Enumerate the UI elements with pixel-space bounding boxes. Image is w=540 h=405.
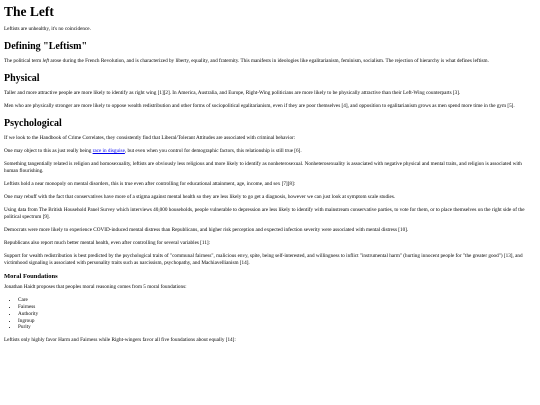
list-item: • Authority	[18, 311, 536, 318]
moral-foundations-list	[4, 297, 536, 331]
moral-paragraph-1: Jonathan Haidt proposes that peoples moral reasoning comes from 5 moral foundations:	[4, 284, 187, 291]
race-in-disguise-link[interactable]: race in disguise	[92, 148, 125, 155]
psych-paragraph-9: Support for wealth redistribution is best predicted by the psychological traits of "communal fairness", malicious envy, spite, being self-interested, and willingness to inflict "instrumental harm" (hurting innocent people for "the greater good") [13], and victimhood signaling is associated with personality traits such as narcissism, psychopathy, and Machiavellianism [14].	[4, 253, 523, 267]
moral-paragraph-2: Leftists only highly favor Harm and Fairness while Right-wingers favor all five foundations about equally [14]:	[4, 337, 236, 344]
list-item: • Fairness	[18, 304, 536, 311]
list-item: • Ingroup	[18, 318, 536, 325]
text-span: , but even when you control for demographic factors, this relationship is still true [6].	[124, 148, 302, 155]
section-heading-moral-foundations: Moral Foundations	[4, 273, 58, 281]
text-span: arose during the French Revolution, and is characterized by liberty, equality, and fraternity. This manifests in ideologies like egalitarianism, feminism, socialism. The rejection of hierarchy is what defines leftism.	[49, 58, 489, 65]
psych-paragraph-2	[4, 148, 536, 155]
emphasis-term: left	[42, 58, 50, 65]
physical-paragraph-2: Men who are physically stronger are more likely to oppose wealth redistribution and other forms of sociopolitical egalitarianism, even if they are poor themselves [4], and opposition to egalitarianism grows as men spend more time in the gym [5].	[4, 103, 515, 110]
section-heading-psychological: Psychological	[4, 118, 62, 130]
physical-paragraph-1: Taller and more attractive people are more likely to identify as right wing [1][2]. In America, Australia, and Europe, Right-Wing politicians are more likely to be physically attractive than their Left-Wing counterparts [3].	[4, 90, 461, 97]
psych-paragraph-6: Using data from The British Household Panel Survey which interviews 40,000 households, people vulnerable to depression are less likely to identify with mainstream conservative parties, to vote for them, or to place themselves on the right side of the political spectrum [9].	[4, 207, 525, 221]
text-span: One may object to this as just really being	[4, 148, 93, 155]
list-item: • Purity	[18, 324, 536, 331]
list-item: • Care	[18, 297, 536, 304]
page-title: The Left	[4, 4, 54, 19]
intro-paragraph: Leftists are unhealthy, it's no coincidence.	[4, 26, 91, 33]
text-span: The political term	[4, 58, 43, 65]
defining-paragraph	[4, 58, 536, 65]
psych-paragraph-8: Republicans also report much better mental health, even after controlling for several variables [11]:	[4, 240, 211, 247]
section-heading-defining: Defining "Leftism"	[4, 41, 88, 53]
section-heading-physical: Physical	[4, 73, 40, 85]
psych-paragraph-3: Something tangentially related is religion and homosexuality, leftists are obviously less religious and more likely to identify as nonheterosexual. Nonheterosexuality is associated with negative physical and mental traits, and religion is associated with human flourishing.	[4, 161, 522, 175]
psych-paragraph-5: One may rebuff with the fact that conservatives have more of a stigma against mental health so they are less likely to go get a diagnosis, however we can just look at symptom scale studies.	[4, 194, 396, 201]
psych-paragraph-1: If we look to the Handbook of Crime Correlates, they consistently find that Liberal/Tolerant Attitudes are associated with criminal behavior:	[4, 135, 296, 142]
psych-paragraph-4: Leftists hold a near monopoly on mental disorders, this is true even after controlling for educational attainment, age, income, and sex [7][8]:	[4, 181, 296, 188]
psych-paragraph-7: Democrats were more likely to experience COVID-induced mental distress than Republicans, and higher risk perception and expected infection severity were associated with mental distress [10].	[4, 227, 409, 234]
